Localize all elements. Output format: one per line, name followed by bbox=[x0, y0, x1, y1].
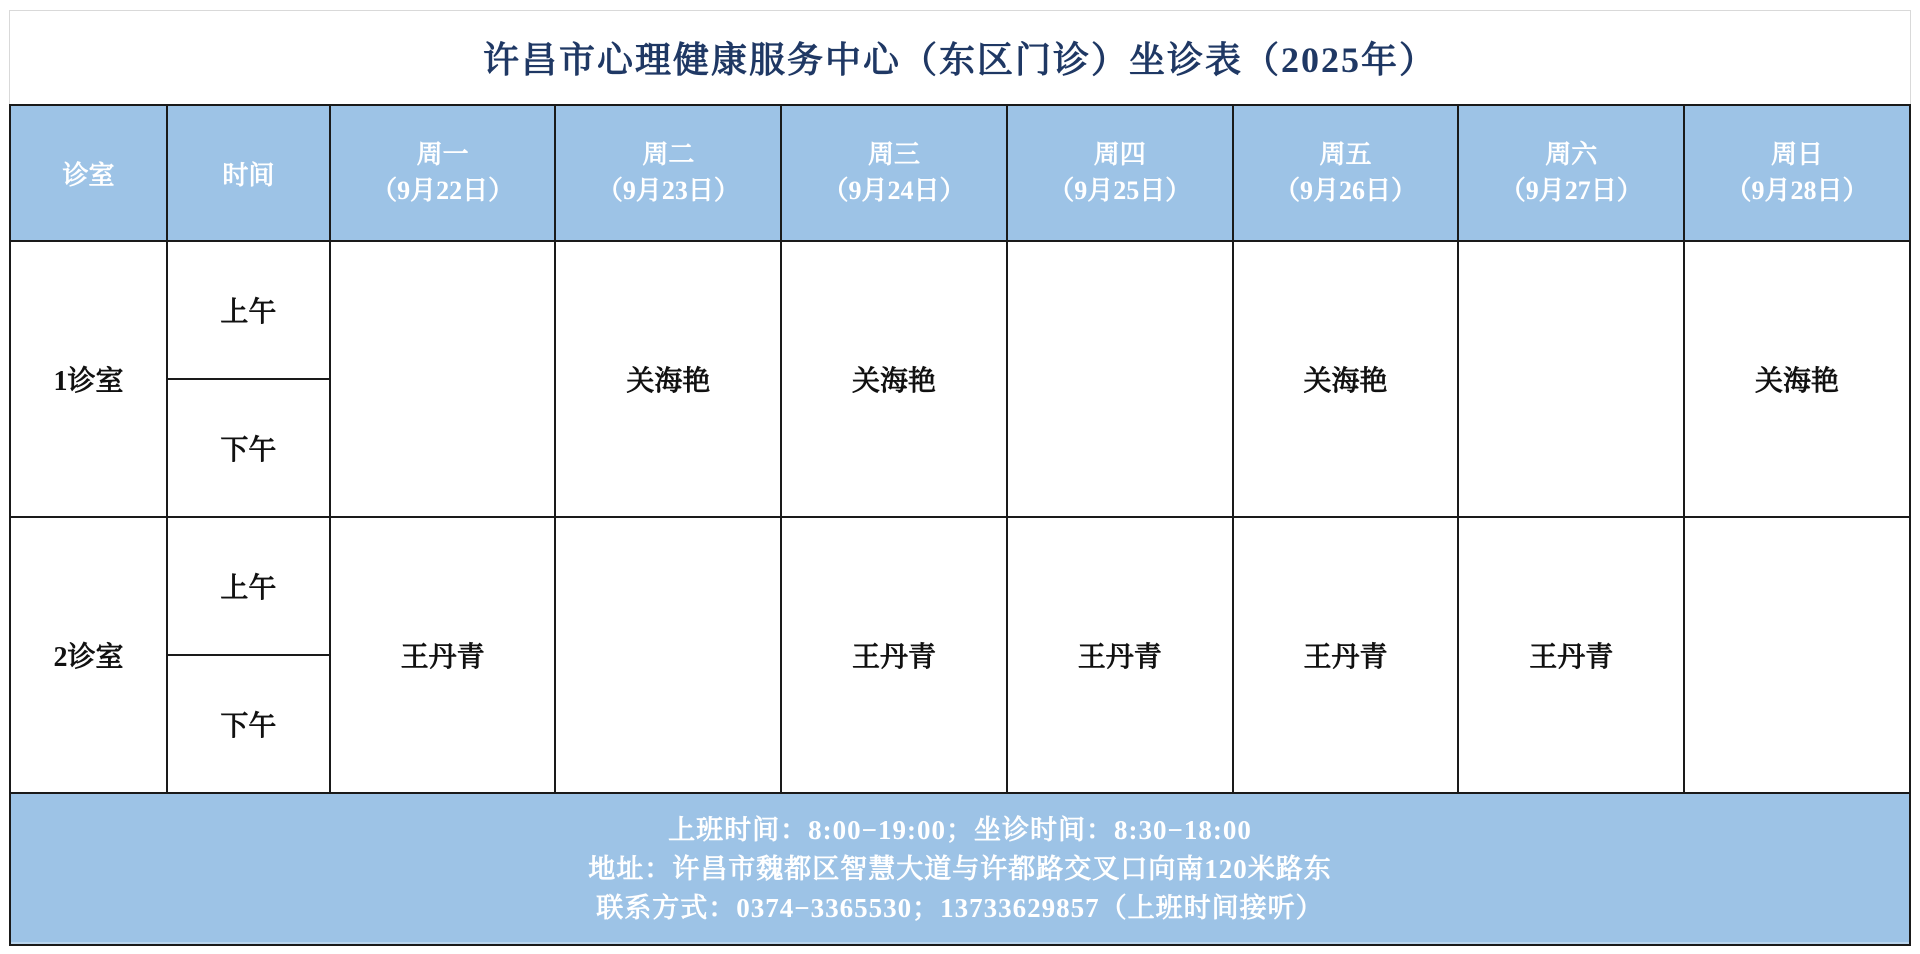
schedule-cell: 关海艳 bbox=[1233, 241, 1459, 517]
day-label: 周一 bbox=[416, 140, 469, 169]
day-date: （9月23日） bbox=[596, 176, 740, 205]
table-body bbox=[10, 241, 1910, 945]
day-label: 周五 bbox=[1319, 140, 1372, 169]
schedule-cell: 王丹青 bbox=[1458, 517, 1684, 793]
footer-row bbox=[10, 793, 1910, 945]
schedule-table bbox=[9, 104, 1911, 946]
day-label: 周四 bbox=[1093, 140, 1146, 169]
table-header bbox=[10, 105, 1910, 241]
header-day-cell bbox=[1458, 105, 1684, 241]
day-label: 周日 bbox=[1771, 140, 1824, 169]
header-row bbox=[10, 105, 1910, 241]
footer-hours-line: 上班时间：8:00−19:00；坐诊时间：8:30−18:00 bbox=[668, 814, 1252, 845]
period-cell: 上午 bbox=[167, 241, 330, 379]
day-label: 周六 bbox=[1545, 140, 1598, 169]
footer-notes bbox=[10, 793, 1910, 945]
header-day-cell bbox=[1007, 105, 1233, 241]
schedule-cell bbox=[330, 241, 556, 517]
header-day-cell bbox=[781, 105, 1007, 241]
day-date: （9月24日） bbox=[822, 176, 966, 205]
room-cell: 2诊室 bbox=[10, 517, 167, 793]
schedule-cell: 关海艳 bbox=[555, 241, 781, 517]
period-cell: 下午 bbox=[167, 379, 330, 517]
header-day-cell bbox=[1684, 105, 1910, 241]
schedule-cell: 王丹青 bbox=[330, 517, 556, 793]
table-row bbox=[10, 241, 1910, 379]
schedule-cell: 王丹青 bbox=[781, 517, 1007, 793]
table-row bbox=[10, 517, 1910, 655]
header-time-cell: 时间 bbox=[167, 105, 330, 241]
header-room-cell: 诊室 bbox=[10, 105, 167, 241]
period-cell: 上午 bbox=[167, 517, 330, 655]
schedule-cell bbox=[1684, 517, 1910, 793]
page-title: 许昌市心理健康服务中心（东区门诊）坐诊表（2025年） bbox=[9, 10, 1911, 104]
day-date: （9月25日） bbox=[1048, 176, 1192, 205]
schedule-cell bbox=[555, 517, 781, 793]
day-date: （9月28日） bbox=[1725, 176, 1869, 205]
schedule-cell: 王丹青 bbox=[1233, 517, 1459, 793]
footer-contact-line: 联系方式：0374−3365530；13733629857（上班时间接听） bbox=[596, 892, 1324, 923]
day-date: （9月22日） bbox=[371, 176, 515, 205]
day-date: （9月27日） bbox=[1499, 176, 1643, 205]
room-cell: 1诊室 bbox=[10, 241, 167, 517]
schedule-page bbox=[9, 10, 1911, 946]
day-date: （9月26日） bbox=[1273, 176, 1417, 205]
day-label: 周二 bbox=[642, 140, 695, 169]
schedule-cell bbox=[1007, 241, 1233, 517]
schedule-cell: 关海艳 bbox=[1684, 241, 1910, 517]
day-label: 周三 bbox=[868, 140, 921, 169]
schedule-cell: 关海艳 bbox=[781, 241, 1007, 517]
header-day-cell bbox=[330, 105, 556, 241]
header-day-cell bbox=[555, 105, 781, 241]
schedule-cell bbox=[1458, 241, 1684, 517]
footer-address-line: 地址：许昌市魏都区智慧大道与许都路交叉口向南120米路东 bbox=[588, 853, 1332, 884]
header-day-cell bbox=[1233, 105, 1459, 241]
period-cell: 下午 bbox=[167, 655, 330, 793]
schedule-cell: 王丹青 bbox=[1007, 517, 1233, 793]
